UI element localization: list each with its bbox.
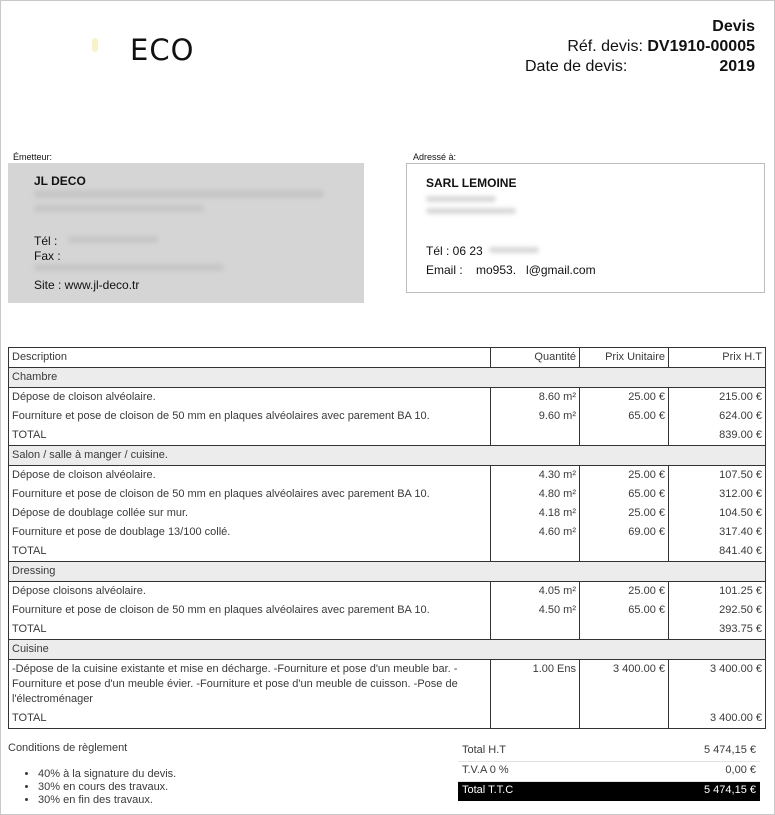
col-header-total-ht: Prix H.T	[669, 348, 766, 368]
line-price: 292.50 €	[669, 601, 766, 620]
section-total-label: TOTAL	[9, 709, 491, 729]
col-header-quantity: Quantité	[491, 348, 580, 368]
list-item: • 40% à la signature du devis.	[38, 768, 176, 781]
total-ttc-label: Total T.T.C	[462, 784, 514, 796]
redacted-phone	[68, 236, 158, 243]
line-price: 215.00 €	[669, 388, 766, 408]
redacted-address	[426, 208, 516, 214]
line-description: Fourniture et pose de cloison de 50 mm en plaques alvéolaires avec parement BA 10.	[9, 407, 491, 426]
company-logo: ECO	[130, 33, 195, 67]
redacted-phone	[489, 247, 539, 253]
section-total-row	[9, 620, 766, 640]
issuer-caption: Émetteur:	[13, 152, 53, 162]
section-total-label: TOTAL	[9, 542, 491, 562]
line-quantity: 4.50 m²	[491, 601, 580, 620]
tva-label: T.V.A 0 %	[462, 764, 509, 776]
section-total-value: 839.00 €	[669, 426, 766, 446]
totals-block	[458, 742, 760, 801]
redacted-email	[34, 264, 224, 271]
total-ht-value: 5 474,15 €	[704, 744, 756, 756]
quote-date-value: 2019	[719, 58, 755, 75]
line-unit-price: 3 400.00 €	[580, 660, 669, 710]
section-total-row	[9, 426, 766, 446]
line-price: 624.00 €	[669, 407, 766, 426]
total-ht-label: Total H.T	[462, 744, 507, 756]
quote-header	[525, 17, 755, 77]
payment-conditions-title: Conditions de règlement	[8, 742, 128, 754]
issuer-name: JL DECO	[34, 174, 86, 188]
col-header-unit-price: Prix Unitaire	[580, 348, 669, 368]
list-item: • 30% en cours des travaux.	[38, 781, 176, 794]
line-price: 3 400.00 €	[669, 660, 766, 710]
tva-row	[458, 762, 760, 782]
line-price: 101.25 €	[669, 582, 766, 602]
line-unit-price: 25.00 €	[580, 466, 669, 486]
quote-reference-value: DV1910-00005	[647, 38, 755, 55]
line-quantity: 4.30 m²	[491, 466, 580, 486]
table-header-row	[9, 348, 766, 368]
quote-reference-label: Réf. devis:	[567, 38, 643, 55]
line-quantity: 4.18 m²	[491, 504, 580, 523]
line-quantity: 4.60 m²	[491, 523, 580, 542]
table-row	[9, 466, 766, 486]
section-title: Cuisine	[9, 640, 766, 660]
section-row	[9, 446, 766, 466]
line-unit-price: 65.00 €	[580, 407, 669, 426]
section-total-label: TOTAL	[9, 620, 491, 640]
total-ttc-value: 5 474,15 €	[704, 784, 756, 796]
line-quantity: 4.05 m²	[491, 582, 580, 602]
line-quantity: 4.80 m²	[491, 485, 580, 504]
table-row	[9, 582, 766, 602]
logo-mark	[92, 38, 98, 52]
line-description: -Dépose de la cuisine existante et mise en décharge. -Fourniture et pose d'un meuble bar. -Fourniture et pose d'un meuble évier. -Fourniture et pose d'un meuble de cuisson. -Pose de l'électroménager	[9, 660, 491, 710]
table-row	[9, 601, 766, 620]
line-price: 312.00 €	[669, 485, 766, 504]
issuer-tel-label: Tél :	[34, 234, 58, 248]
section-total-value: 841.40 €	[669, 542, 766, 562]
redacted-address	[426, 196, 496, 202]
line-description: Dépose de cloison alvéolaire.	[9, 466, 491, 486]
issuer-website: Site : www.jl-deco.tr	[34, 278, 140, 292]
section-title: Dressing	[9, 562, 766, 582]
table-row	[9, 388, 766, 408]
recipient-email: Email : mo953. l@gmail.com	[426, 263, 596, 277]
line-description: Fourniture et pose de cloison de 50 mm en plaques alvéolaires avec parement BA 10.	[9, 601, 491, 620]
tva-value: 0,00 €	[725, 764, 756, 776]
line-description: Dépose de doublage collée sur mur.	[9, 504, 491, 523]
section-row	[9, 368, 766, 388]
section-row	[9, 640, 766, 660]
line-description: Dépose de cloison alvéolaire.	[9, 388, 491, 408]
line-description: Dépose cloisons alvéolaire.	[9, 582, 491, 602]
table-row	[9, 407, 766, 426]
table-row	[9, 485, 766, 504]
recipient-caption: Adressé à:	[413, 152, 457, 162]
section-title: Chambre	[9, 368, 766, 388]
line-unit-price: 25.00 €	[580, 582, 669, 602]
line-quantity: 1.00 Ens	[491, 660, 580, 710]
line-description: Fourniture et pose de cloison de 50 mm en plaques alvéolaires avec parement BA 10.	[9, 485, 491, 504]
table-row	[9, 660, 766, 710]
table-row	[9, 504, 766, 523]
table-row	[9, 523, 766, 542]
issuer-fax-label: Fax :	[34, 249, 61, 263]
col-header-description: Description	[9, 348, 491, 368]
section-total-row	[9, 542, 766, 562]
payment-conditions	[8, 742, 176, 807]
section-total-label: TOTAL	[9, 426, 491, 446]
section-total-value: 393.75 €	[669, 620, 766, 640]
quote-date-label: Date de devis:	[525, 58, 628, 75]
recipient-name: SARL LEMOINE	[426, 176, 517, 190]
line-unit-price: 69.00 €	[580, 523, 669, 542]
line-quantity: 9.60 m²	[491, 407, 580, 426]
line-price: 107.50 €	[669, 466, 766, 486]
section-title: Salon / salle à manger / cuisine.	[9, 446, 766, 466]
section-total-row	[9, 709, 766, 729]
total-ht-row	[458, 742, 760, 762]
section-total-value: 3 400.00 €	[669, 709, 766, 729]
section-row	[9, 562, 766, 582]
line-unit-price: 65.00 €	[580, 485, 669, 504]
redacted-address	[34, 190, 324, 198]
issuer-box	[8, 163, 364, 303]
line-unit-price: 25.00 €	[580, 388, 669, 408]
line-price: 104.50 €	[669, 504, 766, 523]
recipient-tel: Tél : 06 23	[426, 244, 483, 258]
payment-conditions-list	[8, 768, 176, 807]
redacted-address	[34, 205, 204, 212]
line-unit-price: 25.00 €	[580, 504, 669, 523]
document-title: Devis	[712, 18, 755, 35]
quote-lines-table	[8, 347, 766, 729]
line-price: 317.40 €	[669, 523, 766, 542]
total-ttc-row	[458, 782, 760, 801]
quote-reference	[525, 37, 755, 57]
line-quantity: 8.60 m²	[491, 388, 580, 408]
quote-date	[525, 57, 755, 77]
line-unit-price: 65.00 €	[580, 601, 669, 620]
list-item: • 30% en fin des travaux.	[38, 794, 176, 807]
line-description: Fourniture et pose de doublage 13/100 collé.	[9, 523, 491, 542]
recipient-box	[406, 163, 765, 293]
